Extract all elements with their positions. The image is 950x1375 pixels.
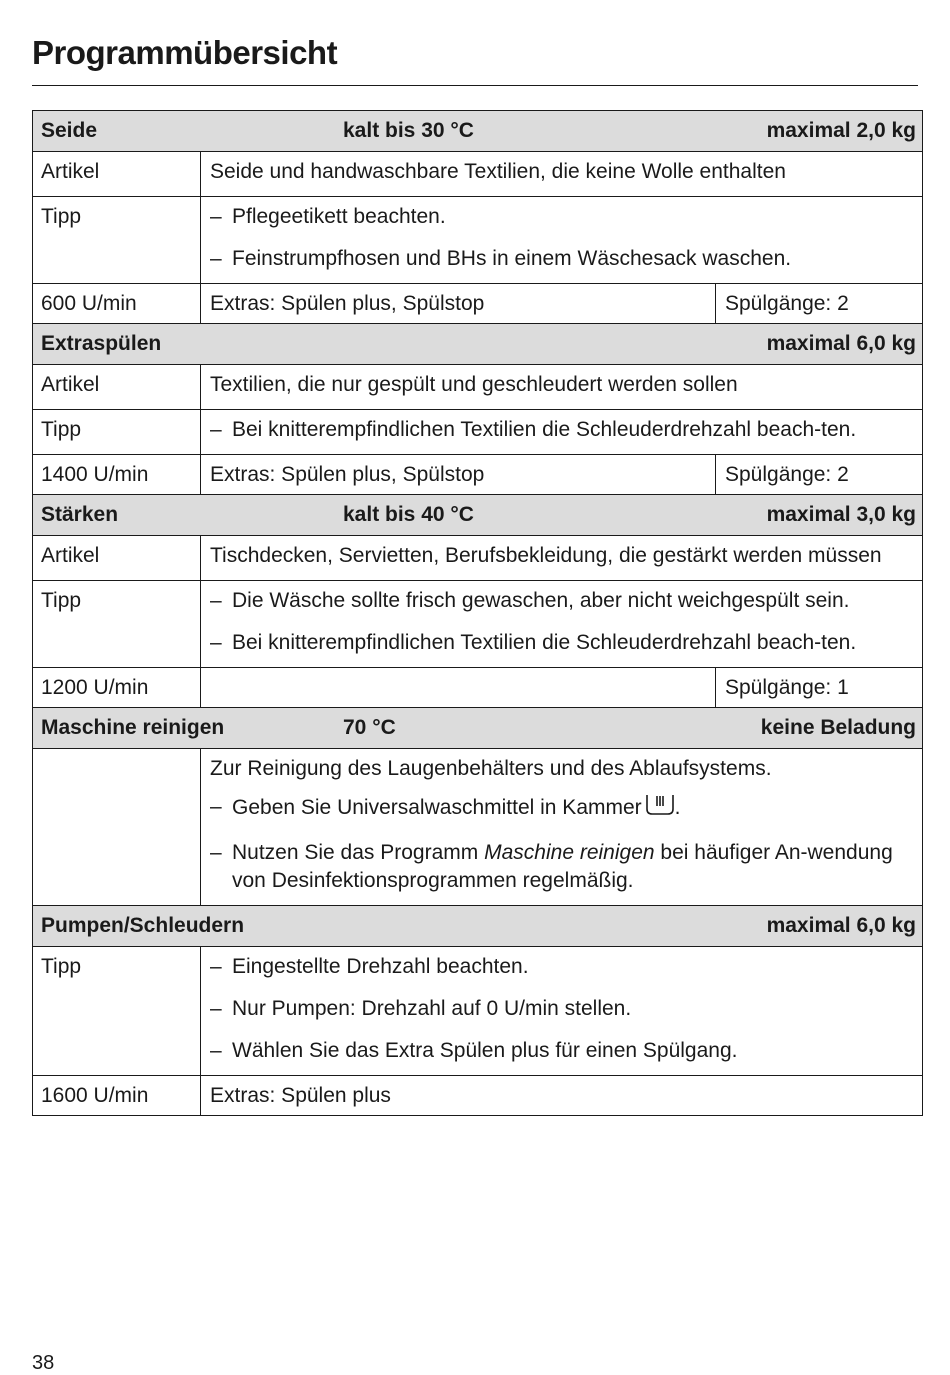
program-header-extraspuelen [33, 324, 922, 365]
program-name-reference: Maschine reinigen [484, 841, 655, 864]
extras: Extras: Spülen plus, Spülstop [201, 455, 716, 494]
description-intro: Zur Reinigung des Laugenbehälters und des Ablaufsystems. [210, 757, 772, 780]
description-row [33, 749, 922, 906]
page-number: 38 [32, 1352, 55, 1374]
program-load: maximal 6,0 kg [766, 332, 916, 355]
program-temperature: kalt bis 30 °C [343, 119, 474, 142]
tipp-item: – Pflegeetikett beachten. [210, 203, 914, 231]
program-name: Maschine reinigen [41, 716, 225, 739]
program-temperature: 70 °C [343, 716, 396, 739]
speed-row [33, 1076, 922, 1116]
artikel-text: Textilien, die nur gespült und geschleudert werden sollen [210, 373, 738, 396]
program-header-maschine-reinigen [33, 708, 922, 749]
program-name: Pumpen/Schleudern [41, 914, 245, 937]
dash: – [210, 841, 222, 864]
tipp-row [33, 581, 922, 668]
rinse-count: Spülgänge: 2 [725, 463, 849, 486]
speed-row [33, 455, 922, 495]
speed-row [33, 668, 922, 708]
tipp-item: – Die Wäsche sollte frisch gewaschen, aber nicht weichgespült sein. [210, 587, 914, 615]
program-load: keine Beladung [760, 716, 916, 739]
artikel-text: Tischdecken, Servietten, Berufsbekleidung, die gestärkt werden müssen [210, 544, 882, 567]
tipp-row [33, 947, 922, 1076]
artikel-text: Seide und handwaschbare Textilien, die keine Wolle enthalten [210, 160, 786, 183]
dash: – [210, 997, 222, 1020]
dash: – [210, 205, 222, 228]
dash: – [210, 631, 222, 654]
instruction-item: – Geben Sie Universalwaschmittel in Kammer . [210, 793, 914, 825]
row-label: Tipp [33, 197, 201, 283]
tipp-row [33, 197, 922, 284]
program-name: Seide [41, 119, 98, 142]
row-label: Tipp [33, 947, 201, 1075]
program-header-pumpen-schleudern [33, 906, 922, 947]
extras: Extras: Spülen plus [210, 1084, 391, 1107]
detergent-compartment-icon [645, 793, 675, 825]
row-label: Artikel [33, 152, 201, 196]
program-temperature: kalt bis 40 °C [343, 503, 474, 526]
row-label: Artikel [33, 365, 201, 409]
page-title: Programmübersicht [32, 34, 338, 71]
spin-speed: 1200 U/min [33, 668, 201, 707]
row-label: Tipp [33, 410, 201, 454]
program-name: Stärken [41, 503, 119, 526]
dash: – [210, 795, 222, 818]
spin-speed: 1400 U/min [33, 455, 201, 494]
artikel-row [33, 365, 922, 410]
rinse-count: Spülgänge: 2 [725, 292, 849, 315]
tipp-item: – Eingestellte Drehzahl beachten. [210, 953, 914, 981]
artikel-row [33, 152, 922, 197]
dash: – [210, 955, 222, 978]
tipp-row [33, 410, 922, 455]
program-load: maximal 3,0 kg [766, 503, 916, 526]
tipp-item: – Nur Pumpen: Drehzahl auf 0 U/min stellen. [210, 995, 914, 1023]
program-load: maximal 6,0 kg [766, 914, 916, 937]
dash: – [210, 247, 222, 270]
program-table [32, 110, 923, 1116]
tipp-item: – Bei knitterempfindlichen Textilien die Schleuderdrehzahl beach-ten. [210, 629, 914, 657]
row-label: Artikel [33, 536, 201, 580]
spin-speed: 600 U/min [33, 284, 201, 323]
program-header-seide [33, 111, 922, 152]
instruction-item: – Nutzen Sie das Programm Maschine reinigen bei häufiger An-wendung von Desinfektionsprogrammen regelmäßig. [210, 839, 914, 895]
artikel-row [33, 536, 922, 581]
dash: – [210, 589, 222, 612]
program-load: maximal 2,0 kg [766, 119, 916, 142]
extras [201, 668, 716, 707]
rinse-count: Spülgänge: 1 [725, 676, 849, 699]
tipp-item: – Feinstrumpfhosen und BHs in einem Wäschesack waschen. [210, 245, 914, 273]
extras: Extras: Spülen plus, Spülstop [201, 284, 716, 323]
tipp-item: – Wählen Sie das Extra Spülen plus für einen Spülgang. [210, 1037, 914, 1065]
tipp-item: – Bei knitterempfindlichen Textilien die Schleuderdrehzahl beach-ten. [210, 416, 914, 444]
spin-speed: 1600 U/min [33, 1076, 201, 1115]
dash: – [210, 418, 222, 441]
row-label: Tipp [33, 581, 201, 667]
program-header-staerken [33, 495, 922, 536]
title-divider [32, 85, 918, 86]
dash: – [210, 1039, 222, 1062]
program-name: Extraspülen [41, 332, 162, 355]
speed-row [33, 284, 922, 324]
